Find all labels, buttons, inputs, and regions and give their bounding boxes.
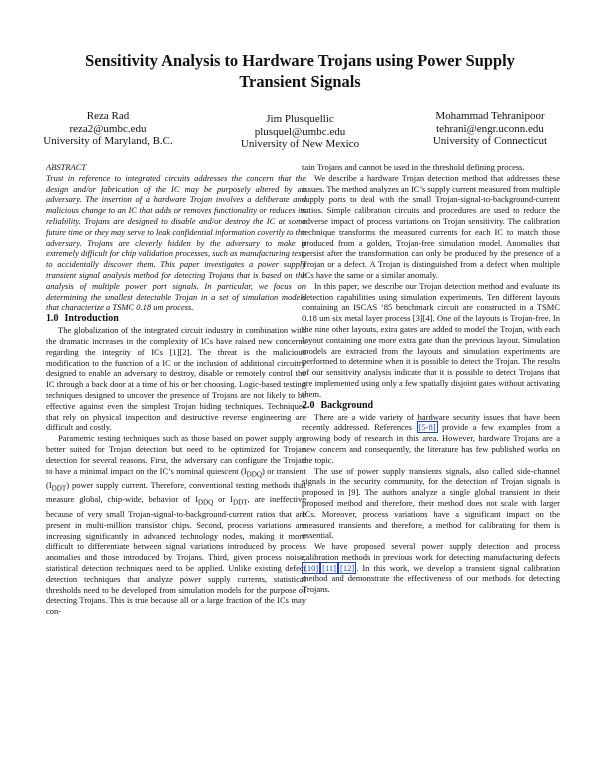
author-email: plusquel@umbc.edu [254, 125, 346, 138]
author-email: tehrani@engr.uconn.edu [436, 122, 544, 135]
text-run: We have proposed several power supply detection and process calibration methods in previous work for detecting manufacturing defects [302, 541, 560, 562]
section-title: Background [320, 399, 374, 411]
paper-title [40, 50, 560, 92]
author-name: Mohammad Tehranipoor [435, 110, 545, 122]
title-line-1: Sensitivity Analysis to Hardware Trojans using Power Supply [85, 51, 515, 70]
background-paragraph-2: The use of power supply transients signals, also called side-channel signals in the security community, for the detection of Trojan signals is proposed in [9]. The authors analyze a single global transient in their proposed method and therefore, their method does not scale with larger ICs. Moreover, process variations have a significant impact on the measured transients and therefore, a method for calibrating for them is essential. [302, 465, 560, 541]
citation-link[interactable]: [10] [304, 562, 319, 573]
text-run: There are a wide variety of hardware security issues that have been recently addressed. References [302, 411, 560, 433]
intro-paragraph-3: We describe a hardware Trojan detection method that addresses these issues. The method analyzes an IC’s supply current measured from multiple supply ports to deal with the small Trojan-signal-to-background-current ratios. Simple calibration circuits and procedures are used to reduce the adverse impact of process variations on Trojan sensitivity. The calibration technique transforms the measured currents for each IC to match those produced from a golden, Trojan-free simulation model. Anomalies that persist after the transformation can only be produced by the presence of a Trojan or a defect. A Trojan is distinguished from a defect when multiple ICs have the same or a similar anomaly. [302, 172, 560, 280]
text-run: or I [213, 494, 233, 505]
continued-paragraph: tain Trojans and cannot be used in the threshold defining process. [302, 162, 525, 172]
intro-paragraph-2 [46, 433, 306, 617]
subscript: DDT [51, 484, 67, 493]
title-line-2: Transient Signals [239, 72, 361, 91]
text-run: Parametric testing techniques such as those based on power supply are better suited for Trojan detection but need to be optimized for Trojan detection for several reasons. First, the adversary can configure the Trojan to have a minimal impact on the IC’s nominal quiescent (I [46, 433, 306, 476]
text-run: . In this work, we develop a transient signal calibration method and demonstrate the effectiveness of our methods for detecting Trojans. [302, 562, 560, 595]
text-run: ) or transient (I [46, 465, 306, 490]
author-name: Jim Plusquellic [266, 113, 334, 125]
section-title: Introduction [64, 313, 119, 325]
author-affiliation: University of Connecticut [432, 135, 548, 147]
abstract-text: Trust in reference to integrated circuits addresses the concern that the design and/or fabrication of the IC may be purposely altered by an adversary. The insertion of a hardware Trojan involves a deliberate and malicious change to an IC that adds or removes functionality or reduces its reliability. Trojans are designed to disable and/or destroy the IC at some future time or they may serve to leak confidential information covertly to the adversary. Trojans are cleverly hidden by the adversary to make it extremely difficult for chip validation processes, such as manufacturing test, to accidentally discover them. This paper investigates a power supply transient signal analysis method for detecting Trojans that is based on the analysis of multiple power port signals. In particular, we focus on determining the smallest detectable Trojan in a set of simulation models that characterize a TSMC 0.18 um process. [46, 172, 306, 313]
left-column [46, 162, 306, 617]
citation-link[interactable]: [12] [340, 562, 355, 573]
subscript: DDQ [197, 499, 214, 508]
author-block-3 [395, 110, 585, 148]
author-block-1 [28, 110, 188, 148]
abstract-heading: ABSTRACT [46, 162, 87, 172]
section-number: 2.0 [302, 399, 315, 411]
author-block-2 [210, 113, 390, 151]
author-affiliation: University of New Mexico [240, 138, 360, 150]
author-name: Reza Rad [86, 110, 130, 122]
intro-paragraph-4: In this paper, we describe our Trojan detection method and evaluate its detection capabilities using simulation experiments. Ten different layouts containing an ISCAS ‘85 benchmark circuit are constructed in a TSMC 0.18 um six metal layer process [3][4]. One of the layouts is Trojan-free. In the nine other layouts, extra gates are added to model the Trojan, with each layout containing one more extra gate than the previous layout. Simulation models are extracted from the layouts and simulation experiments are performed to determine when it is possible to detect the Trojan. The results of our sensitivity analysis indicate that it is possible to detect Trojans that are implemented using only a few spatially disjoint gates without activating them. [302, 280, 560, 399]
section-heading-background [302, 400, 560, 412]
text-run: provide a few examples from a growing body of research in this area. However, hardware Trojans are a new concern and consequently, the literature has few published works on the topic. [302, 422, 561, 465]
background-paragraph-3 [302, 541, 560, 595]
author-affiliation: University of Maryland, B.C. [43, 135, 173, 147]
intro-paragraph-1: The globalization of the integrated circuit industry in combination with the dramatic increases in the complexity of ICs have raised new concerns regarding the integrity of ICs [1][2]. The threat is the malicious modification to the function of a IC or the inclusion of additional circuitry designed to enable an adversary to destroy, disable or remotely control the IC through a back door at a time of his or her choosing. Logic-based testing techniques designed to uncover the presence of Trojans are not likely to be effective against even the simplest Trojan hiding techniques. Techniques that rely on physical inspection and destructive reverse engineering are difficult and costly. [46, 325, 306, 433]
text-run: ) power supply current. Therefore, conventional testing methods that measure global, chip-wide, behavior of I [46, 480, 306, 505]
section-heading-introduction [46, 313, 306, 325]
background-paragraph-1 [302, 412, 560, 466]
subscript: DDT [232, 499, 248, 508]
right-column [302, 162, 560, 595]
text-run: , are ineffective because of very small Trojan-signal-to-background-current ratios that are present in multi-million transistor chips. Second, process variations are increasing significantly in advanced technology nodes, making it more difficult to differentiate between signal variations introduced by process anomalies and those introduced by Trojans. Third, given process noise, statistical detection techniques need to be applied. Unlike existing defect detection techniques that analyze power supply currents, statistical thresholds need to be developed from simulation models for the purpose of detecting Trojans. This is true because all or a large fraction of the ICs may con- [46, 494, 306, 617]
author-email: reza2@umbc.edu [69, 122, 147, 135]
citation-link[interactable]: [5-8] [418, 422, 436, 433]
citation-link[interactable]: [11] [322, 562, 337, 573]
subscript: DDQ [246, 470, 262, 479]
section-number: 1.0 [46, 313, 59, 325]
